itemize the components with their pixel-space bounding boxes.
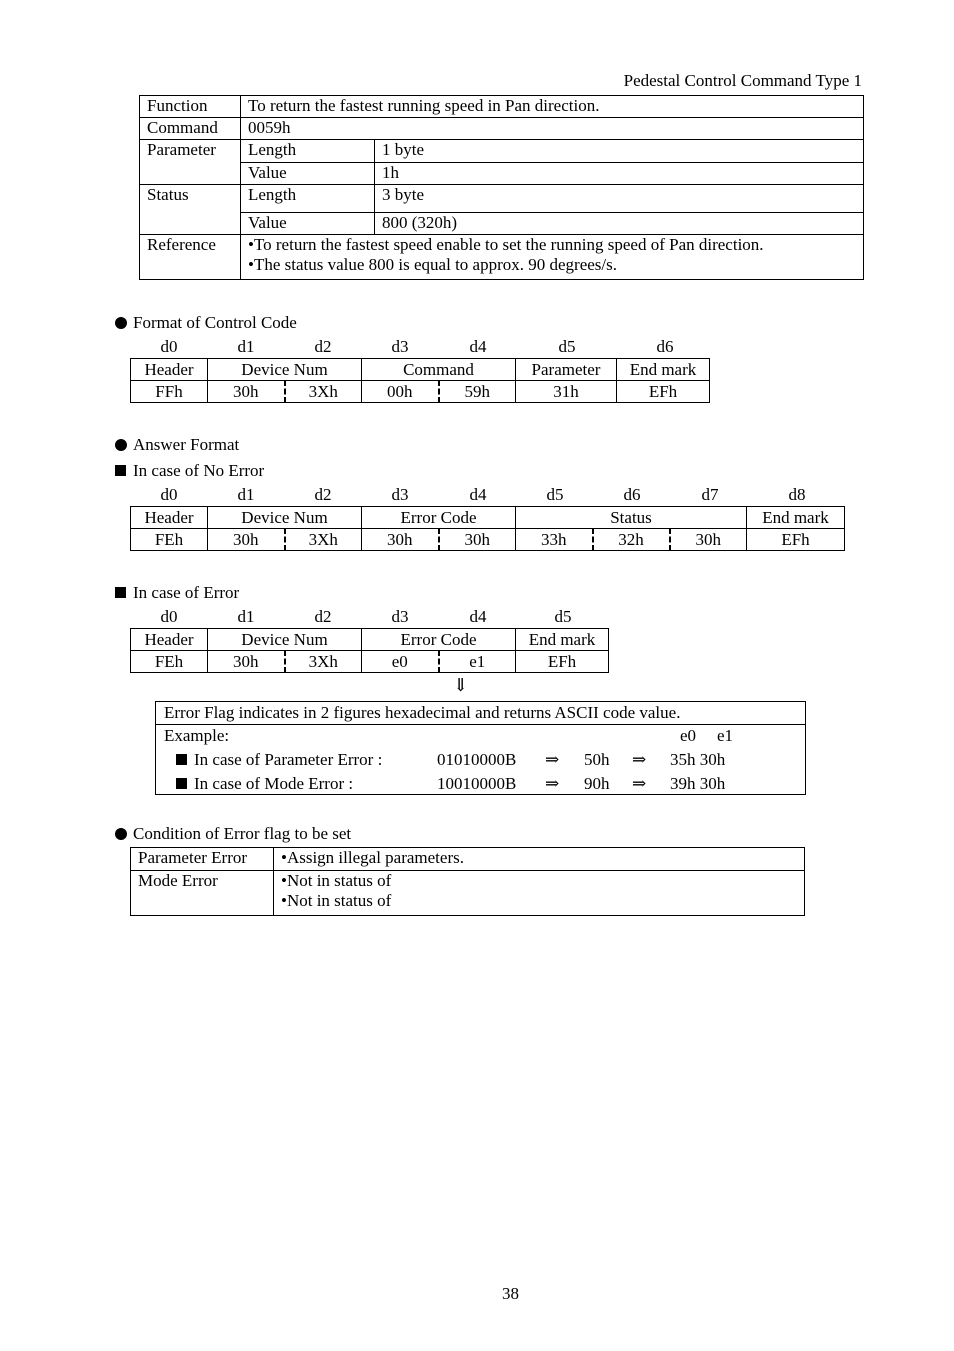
device-num-cell: Device Num bbox=[208, 507, 362, 529]
byte-label: d0 bbox=[160, 337, 178, 356]
value-cell: 3Xh bbox=[285, 651, 362, 673]
mode-error-line-2: •Not in status of bbox=[281, 891, 392, 910]
byte-label: d1 bbox=[237, 337, 255, 356]
bullet-dot-icon bbox=[115, 439, 127, 451]
byte-label: d6 bbox=[656, 337, 674, 356]
byte-label: d8 bbox=[788, 485, 806, 504]
example-label: Example: bbox=[164, 726, 230, 745]
mode-error-binary: 10010000B bbox=[437, 774, 517, 793]
command-table bbox=[139, 95, 864, 280]
value-cell: 31h bbox=[516, 381, 617, 403]
end-mark-cell: End mark bbox=[617, 359, 710, 381]
running-title: Pedestal Control Command Type 1 bbox=[623, 71, 862, 90]
header-cell: Header bbox=[131, 507, 208, 529]
param-error-label: Parameter Error bbox=[131, 848, 274, 871]
function-value: To return the fastest running speed in Pan direction. bbox=[241, 96, 864, 118]
right-arrow-icon: ⇒ bbox=[545, 750, 560, 769]
e0-label: e0 bbox=[680, 726, 697, 745]
end-mark-cell: End mark bbox=[747, 507, 845, 529]
answer-format-heading: Answer Format bbox=[115, 435, 239, 455]
param-error-binary: 01010000B bbox=[437, 750, 517, 769]
page-number: 38 bbox=[502, 1284, 519, 1303]
bullet-square-icon bbox=[176, 778, 187, 789]
value-cell: 30h bbox=[208, 529, 285, 551]
value-cell: EFh bbox=[747, 529, 845, 551]
error-flag-description: Error Flag indicates in 2 figures hexadecimal and returns ASCII code value. bbox=[164, 703, 681, 722]
reference-value bbox=[241, 235, 864, 280]
value-cell: 00h bbox=[362, 381, 439, 403]
value-cell: FEh bbox=[131, 529, 208, 551]
reference-line-2: •The status value 800 is equal to approx. 90 degrees/s. bbox=[248, 255, 618, 274]
error-table bbox=[130, 628, 609, 673]
value-cell: 32h bbox=[593, 529, 670, 551]
status-length-label: Length bbox=[241, 185, 375, 213]
e1-label: e1 bbox=[717, 726, 734, 745]
value-cell: FFh bbox=[131, 381, 208, 403]
value-cell: 30h bbox=[208, 381, 285, 403]
param-error-ascii: 35h 30h bbox=[670, 750, 726, 769]
bullet-dot-icon bbox=[115, 317, 127, 329]
bullet-dot-icon bbox=[115, 828, 127, 840]
byte-label: d3 bbox=[391, 607, 409, 626]
mode-error-example-label: In case of Mode Error : bbox=[176, 774, 353, 794]
no-error-heading: In case of No Error bbox=[115, 461, 264, 481]
control-code-table bbox=[130, 358, 710, 403]
right-arrow-icon: ⇒ bbox=[632, 774, 647, 793]
byte-label: d2 bbox=[314, 337, 332, 356]
command-label: Command bbox=[140, 118, 241, 140]
param-value-label: Value bbox=[241, 163, 375, 185]
byte-label: d0 bbox=[160, 607, 178, 626]
mode-error-ascii: 39h 30h bbox=[670, 774, 726, 793]
byte-label: d2 bbox=[314, 607, 332, 626]
value-cell: 33h bbox=[516, 529, 593, 551]
bullet-square-icon bbox=[115, 587, 126, 598]
bullet-square-icon bbox=[176, 754, 187, 765]
byte-label: d4 bbox=[469, 337, 487, 356]
error-code-cell: Error Code bbox=[362, 629, 516, 651]
reference-line-1: •To return the fastest speed enable to set the running speed of Pan direction. bbox=[248, 235, 764, 254]
error-flag-description-row bbox=[156, 702, 805, 725]
mode-error-label: Mode Error bbox=[131, 871, 274, 916]
right-arrow-icon: ⇒ bbox=[632, 750, 647, 769]
byte-label: d0 bbox=[160, 485, 178, 504]
param-length-value: 1 byte bbox=[375, 140, 864, 163]
command-cell: Command bbox=[362, 359, 516, 381]
value-cell: e0 bbox=[362, 651, 439, 673]
mode-error-line-1: •Not in status of bbox=[281, 871, 392, 890]
header-cell: Header bbox=[131, 359, 208, 381]
status-length-value: 3 byte bbox=[375, 185, 864, 213]
value-cell: 30h bbox=[208, 651, 285, 673]
param-error-example-label: In case of Parameter Error : bbox=[176, 750, 382, 770]
parameter-label: Parameter bbox=[140, 140, 241, 185]
down-arrow-icon: ⇓ bbox=[453, 675, 469, 695]
device-num-cell: Device Num bbox=[208, 629, 362, 651]
mode-error-text bbox=[274, 871, 805, 916]
byte-label: d2 bbox=[314, 485, 332, 504]
param-length-label: Length bbox=[241, 140, 375, 163]
value-cell: FEh bbox=[131, 651, 208, 673]
param-error-hex: 50h bbox=[584, 750, 610, 769]
error-code-cell: Error Code bbox=[362, 507, 516, 529]
status-cell: Status bbox=[516, 507, 747, 529]
byte-label: d5 bbox=[558, 337, 576, 356]
bullet-square-icon bbox=[115, 465, 126, 476]
mode-error-hex: 90h bbox=[584, 774, 610, 793]
status-label: Status bbox=[140, 185, 241, 235]
error-heading: In case of Error bbox=[115, 583, 239, 603]
control-code-heading: Format of Control Code bbox=[115, 313, 297, 333]
value-cell: 3Xh bbox=[285, 529, 362, 551]
right-arrow-icon: ⇒ bbox=[545, 774, 560, 793]
byte-label: d1 bbox=[237, 485, 255, 504]
header-cell: Header bbox=[131, 629, 208, 651]
reference-label: Reference bbox=[140, 235, 241, 280]
status-value-label: Value bbox=[241, 213, 375, 235]
byte-label: d3 bbox=[391, 337, 409, 356]
end-mark-cell: End mark bbox=[516, 629, 609, 651]
byte-label: d7 bbox=[701, 485, 719, 504]
byte-label: d4 bbox=[469, 607, 487, 626]
value-cell: EFh bbox=[516, 651, 609, 673]
command-value: 0059h bbox=[241, 118, 864, 140]
byte-label: d5 bbox=[554, 607, 572, 626]
function-label: Function bbox=[140, 96, 241, 118]
byte-label: d4 bbox=[469, 485, 487, 504]
value-cell: EFh bbox=[617, 381, 710, 403]
condition-heading: Condition of Error flag to be set bbox=[115, 824, 351, 844]
device-num-cell: Device Num bbox=[208, 359, 362, 381]
parameter-cell: Parameter bbox=[516, 359, 617, 381]
value-cell: 59h bbox=[439, 381, 516, 403]
byte-label: d5 bbox=[546, 485, 564, 504]
param-value-value: 1h bbox=[375, 163, 864, 185]
param-error-text: •Assign illegal parameters. bbox=[274, 848, 805, 871]
value-cell: e1 bbox=[439, 651, 516, 673]
value-cell: 30h bbox=[362, 529, 439, 551]
byte-label: d6 bbox=[623, 485, 641, 504]
condition-table bbox=[130, 847, 805, 916]
status-value-value: 800 (320h) bbox=[375, 213, 864, 235]
value-cell: 30h bbox=[670, 529, 747, 551]
byte-label: d3 bbox=[391, 485, 409, 504]
byte-label: d1 bbox=[237, 607, 255, 626]
error-flag-box bbox=[155, 701, 806, 795]
no-error-table bbox=[130, 506, 845, 551]
value-cell: 3Xh bbox=[285, 381, 362, 403]
value-cell: 30h bbox=[439, 529, 516, 551]
